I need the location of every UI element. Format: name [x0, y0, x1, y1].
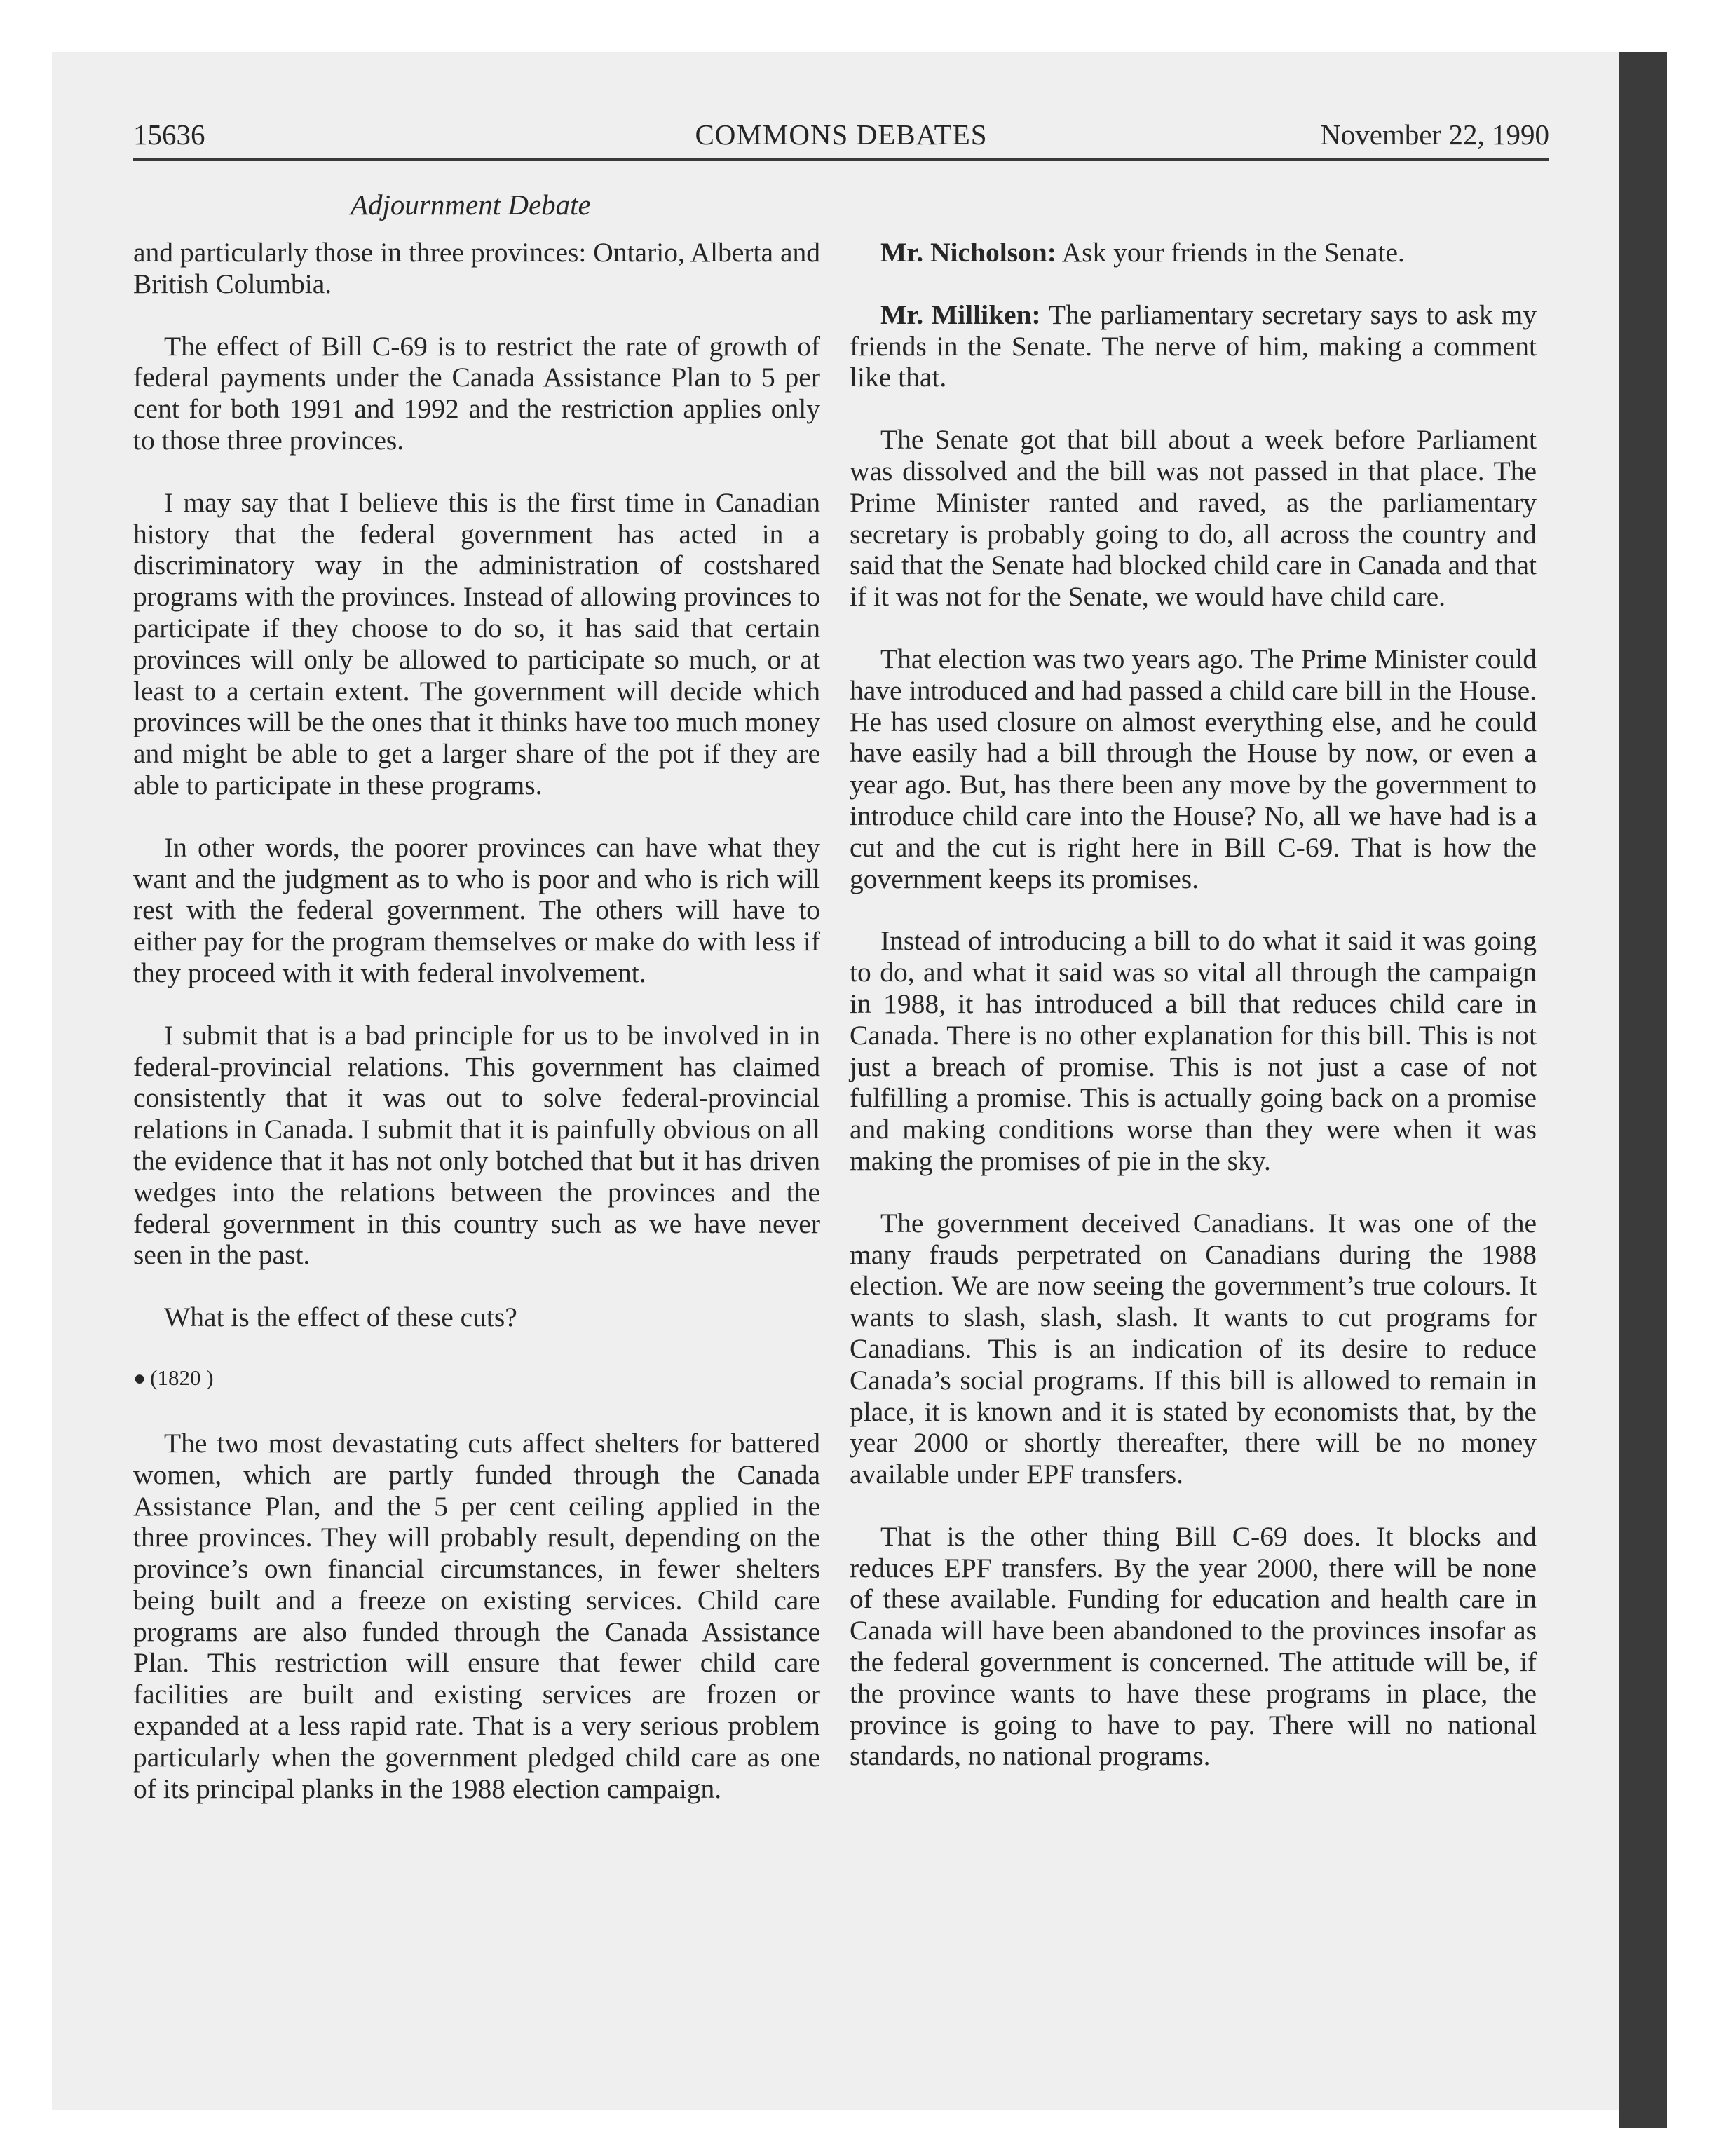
paragraph: Instead of introducing a bill to do what it said it was going to do, and what it said was so vital all through the campaign in 1988, it has introduced a bill that reduces child care in Canada. There is no other explanation for this bill. This is not just a breach of promise. This is not just a case of not fulfilling a promise. This is actually going back on a promise and making conditions worse than they were when it was making the promises of pie in the sky. [850, 925, 1537, 1176]
speaker-text: The parliamentary secretary says to ask my friends in the Senate. The nerve of him, making a comment like that. [850, 299, 1537, 393]
paragraph: The Senate got that bill about a week before Parliament was dissolved and the bill was not passed in that place. The Prime Minister ranted and raved, as the parliamentary secretary is probably going to do, all across the country and said that the Senate had blocked child care in Canada and that if it was not for the Senate, we would have child care. [850, 424, 1537, 613]
time-marker [133, 1364, 820, 1393]
paragraph: That is the other thing Bill C-69 does. It blocks and reduces EPF transfers. By the year 2000, there will be none of these available. Funding for education and health care in Canada will have been abandoned to the provinces insofar as the federal government is concerned. The attitude will be, if the province wants to have these programs in place, the province is going to have to pay. There will no national standards, no national programs. [850, 1520, 1537, 1772]
left-column [133, 237, 820, 1835]
speaker-name: Mr. Nicholson: [880, 237, 1056, 268]
paragraph: I submit that is a bad principle for us to be involved in in federal-provincial relations. This government has claimed consistently that it was out to solve federal-provincial relations in Canada. I submit that it is painfully obvious on all the evidence that it has not only botched that but it has driven wedges into the relations between the provinces and the federal government in this country such as we have never seen in the past. [133, 1019, 820, 1271]
right-column [850, 237, 1537, 1803]
page-number: 15636 [133, 118, 205, 151]
speaker-text: Ask your friends in the Senate. [1061, 237, 1405, 268]
scan-edge-bar [1619, 52, 1667, 2128]
paragraph: I may say that I believe this is the first time in Canadian history that the federal government has acted in a discriminatory way in the administration of costshared programs with the provinces. Instead of allowing provinces to participate if they choose to do so, it has said that certain provinces will only be allowed to participate so much, or at least to a certain extent. The government will decide which provinces will be the ones that it thinks have too much money and might be able to get a larger share of the pot if they are able to participate in these programs. [133, 486, 820, 800]
page-header [133, 112, 1549, 161]
paragraph: The effect of Bill C-69 is to restrict the rate of growth of federal payments under the Canada Assistance Plan to 5 per cent for both 1991 and 1992 and the restriction applies only to those three provinces. [133, 330, 820, 456]
paragraph: What is the effect of these cuts? [164, 1302, 517, 1333]
paragraph: and particularly those in three provinces: Ontario, Alberta and British Columbia. [133, 237, 820, 299]
time-marker-text: (1820 ) [150, 1365, 214, 1390]
section-title: Adjournment Debate [351, 189, 591, 221]
bullet-icon: ● [133, 1366, 147, 1390]
publication-date: November 22, 1990 [1320, 118, 1549, 151]
speaker-paragraph [850, 237, 1537, 268]
paragraph: That election was two years ago. The Prime Minister could have introduced and had passed a child care bill in the House. He has used closure on almost everything else, and he could have easily had a bill through the House by now, or even a year ago. But, has there been any move by the government to introduce child care into the House? No, all we have had is a cut and the cut is right here in Bill C-69. That is how the government keeps its promises. [850, 643, 1537, 894]
speaker-paragraph [850, 299, 1537, 393]
speaker-name: Mr. Milliken: [880, 299, 1041, 330]
paragraph: The government deceived Canadians. It was one of the many frauds perpetrated on Canadians during the 1988 election. We are now seeing the government’s true colours. It wants to slash, slash, slash. It wants to cut programs for Canadians. This is an indication of its desire to reduce Canada’s social programs. If this bill is allowed to remain in place, it is known and it is stated by economists that, by the year 2000 or shortly thereafter, there will be no money available under EPF transfers. [850, 1207, 1537, 1490]
publication-title: COMMONS DEBATES [695, 118, 988, 151]
paragraph: In other words, the poorer provinces can have what they want and the judgment as to who is poor and who is rich will rest with the federal government. The others will have to either pay for the program themselves or make do with less if they proceed with it with federal involvement. [133, 831, 820, 988]
paragraph: The two most devastating cuts affect shelters for battered women, which are partly funded through the Canada Assistance Plan, and the 5 per cent ceiling applied in the three provinces. They will probably result, depending on the province’s own financial circumstances, in fewer shelters being built and a freeze on existing services. Child care programs are also funded through the Canada Assistance Plan. This restriction will ensure that fewer child care facilities are built and existing services are frozen or expanded at a less rapid rate. That is a very serious problem particularly when the government pledged child care as one of its principal planks in the 1988 election campaign. [133, 1427, 820, 1804]
